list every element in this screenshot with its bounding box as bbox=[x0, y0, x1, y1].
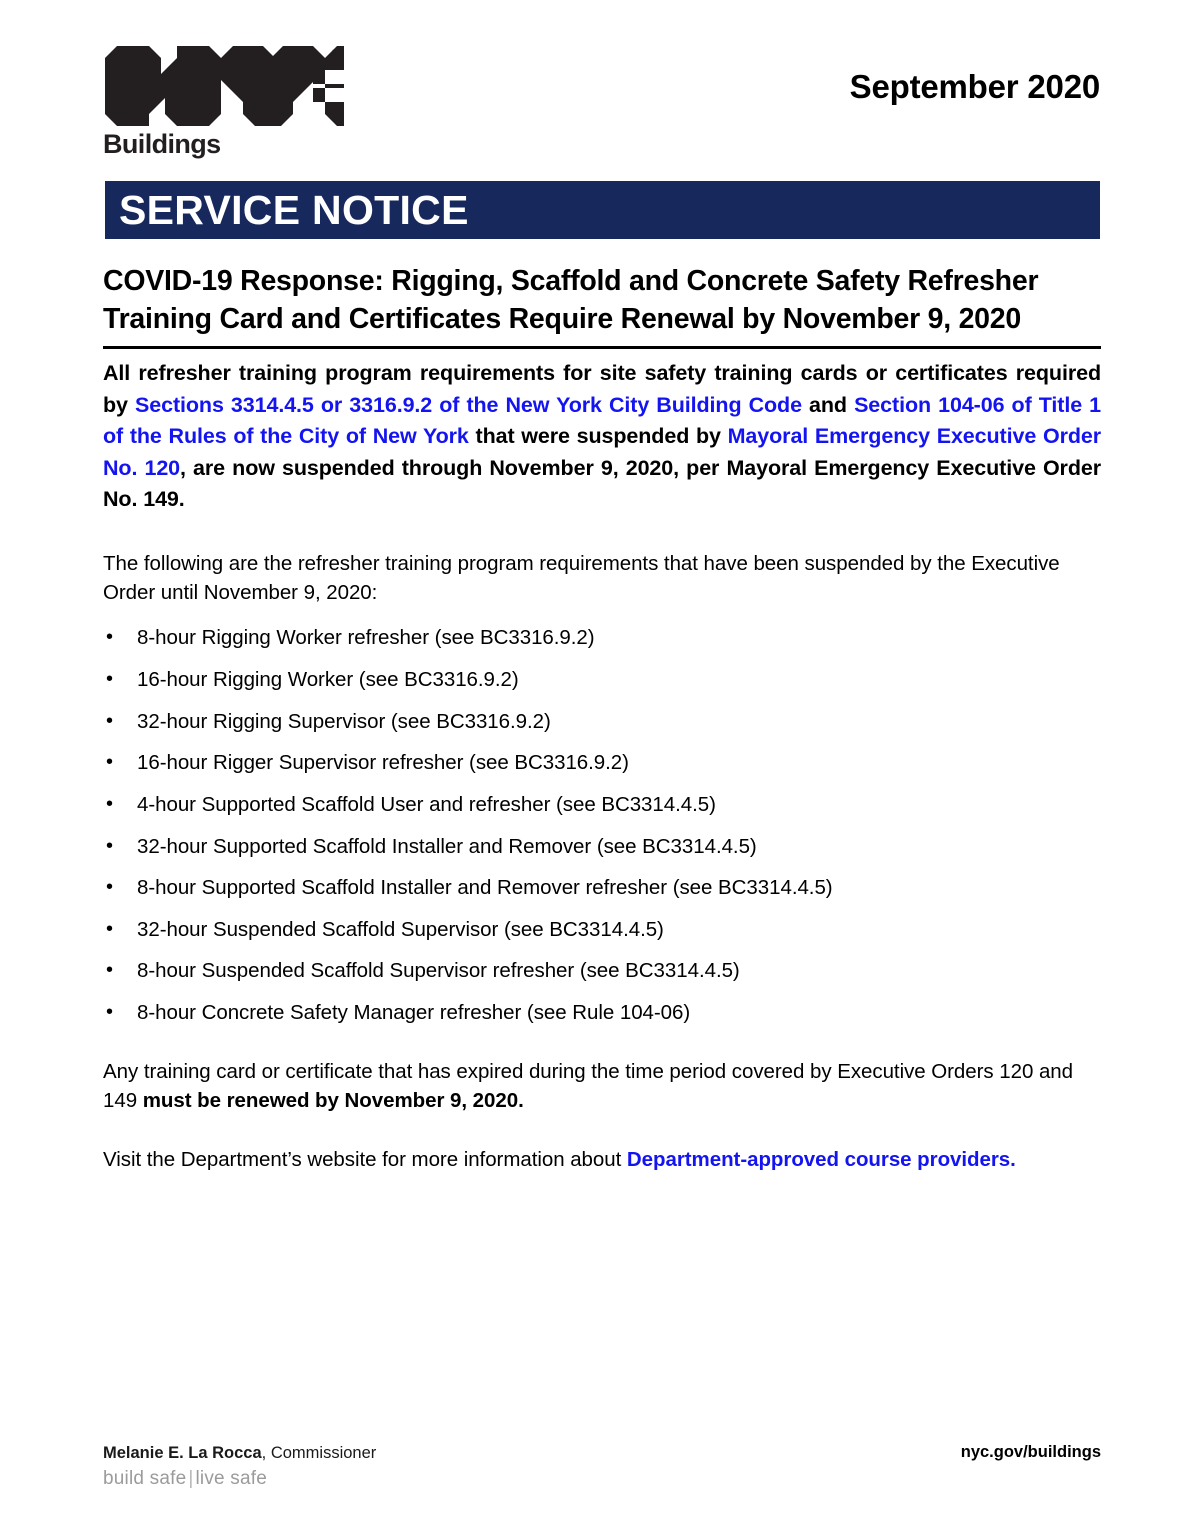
bullet-icon: • bbox=[106, 1000, 113, 1023]
nyc-buildings-logo bbox=[103, 44, 353, 158]
commissioner-name: Melanie E. La Rocca bbox=[103, 1444, 262, 1462]
svg-text:™: ™ bbox=[332, 48, 341, 58]
page-title: COVID-19 Response: Rigging, Scaffold and Concrete Safety Refresher Training Card and Certificates Require Renewal by November 9, 2020 bbox=[103, 265, 1039, 336]
list-item-label: 4-hour Supported Scaffold User and refresher (see BC3314.4.5) bbox=[137, 792, 716, 816]
list-item bbox=[103, 707, 1101, 736]
list-item-label: 32-hour Supported Scaffold Installer and Remover (see BC3314.4.5) bbox=[137, 834, 757, 858]
list-item bbox=[103, 790, 1101, 819]
list-item bbox=[103, 998, 1101, 1027]
list-item bbox=[103, 623, 1101, 652]
list-item-label: 16-hour Rigger Supervisor refresher (see BC3316.9.2) bbox=[137, 751, 629, 775]
bullet-icon: • bbox=[106, 751, 113, 774]
agency-name: Buildings bbox=[103, 129, 221, 159]
banner-title: SERVICE NOTICE bbox=[119, 186, 469, 233]
commissioner-line bbox=[103, 1442, 376, 1464]
link-approved-course-providers[interactable]: Department-approved course providers. bbox=[626, 1148, 1016, 1172]
tagline-divider: | bbox=[188, 1468, 194, 1490]
lead-paragraph bbox=[103, 358, 1101, 515]
bullet-icon: • bbox=[106, 668, 113, 691]
renewal-deadline-emphasis: must be renewed by November 9, 2020. bbox=[142, 1089, 524, 1113]
link-executive-order-120[interactable]: Mayoral Emergency Executive Order No. 120 bbox=[103, 424, 1101, 480]
website-url[interactable]: nyc.gov/buildings bbox=[960, 1443, 1101, 1461]
list-item-label: 32-hour Rigging Supervisor (see BC3316.9.2) bbox=[137, 709, 551, 733]
list-item-label: 32-hour Suspended Scaffold Supervisor (see BC3314.4.5) bbox=[137, 917, 664, 941]
footer-left-block bbox=[103, 1442, 376, 1491]
main-content bbox=[103, 262, 1101, 1174]
list-item bbox=[103, 748, 1101, 777]
bullet-icon: • bbox=[106, 959, 113, 982]
lead-text-1: All refresher training program requirements for site safety training cards or certificates required by bbox=[103, 361, 1101, 417]
service-notice-banner bbox=[105, 181, 1100, 239]
tagline-build-safe: build safe bbox=[103, 1468, 187, 1490]
visit-text: Visit the Department’s website for more information about bbox=[103, 1148, 627, 1172]
lead-text-3: that were suspended by bbox=[468, 424, 728, 449]
visit-paragraph bbox=[103, 1145, 1101, 1174]
issue-date: September 2020 bbox=[849, 68, 1100, 105]
bullet-icon: • bbox=[106, 792, 113, 815]
list-item bbox=[103, 665, 1101, 694]
link-building-code-sections[interactable]: Sections 3314.4.5 or 3316.9.2 of the New York City Building Code bbox=[134, 392, 802, 417]
agency-tagline bbox=[103, 1468, 376, 1491]
bullet-icon: • bbox=[106, 709, 113, 732]
lead-text-4: , are now suspended through November 9, 2020, per Mayoral Emergency Executive Order No. 149. bbox=[103, 455, 1101, 511]
nyc-logo-icon bbox=[103, 44, 346, 129]
bullet-icon: • bbox=[106, 876, 113, 899]
page-header bbox=[0, 0, 1187, 165]
tagline-live-safe: live safe bbox=[195, 1468, 267, 1490]
bullet-icon: • bbox=[106, 626, 113, 649]
page-footer bbox=[103, 1442, 1101, 1504]
bullet-icon: • bbox=[106, 834, 113, 857]
lead-text-2: and bbox=[801, 392, 855, 417]
list-item bbox=[103, 832, 1101, 861]
list-item-label: 8-hour Suspended Scaffold Supervisor refresher (see BC3314.4.5) bbox=[137, 959, 740, 983]
title-divider bbox=[103, 346, 1101, 349]
intro-paragraph: The following are the refresher training program requirements that have been suspended by the Executive Order until November 9, 2020: bbox=[103, 552, 1060, 605]
commissioner-title: , Commissioner bbox=[261, 1444, 377, 1462]
list-item-label: 8-hour Rigging Worker refresher (see BC3316.9.2) bbox=[137, 626, 595, 650]
list-item-label: 8-hour Concrete Safety Manager refresher (see Rule 104-06) bbox=[137, 1000, 691, 1024]
bullet-icon: • bbox=[106, 917, 113, 940]
suspended-requirements-list bbox=[103, 623, 1101, 1027]
list-item bbox=[103, 873, 1101, 902]
renewal-text: Any training card or certificate that has expired during the time period covered by Executive Orders 120 and 149 bbox=[103, 1060, 1074, 1113]
list-item bbox=[103, 915, 1101, 944]
link-rules-section-104-06[interactable]: Section 104-06 of Title 1 of the Rules of the City of New York bbox=[103, 392, 1101, 449]
renewal-paragraph bbox=[103, 1057, 1101, 1115]
list-item bbox=[103, 956, 1101, 985]
list-item-label: 16-hour Rigging Worker (see BC3316.9.2) bbox=[137, 668, 519, 692]
list-item-label: 8-hour Supported Scaffold Installer and Remover refresher (see BC3314.4.5) bbox=[137, 876, 833, 900]
